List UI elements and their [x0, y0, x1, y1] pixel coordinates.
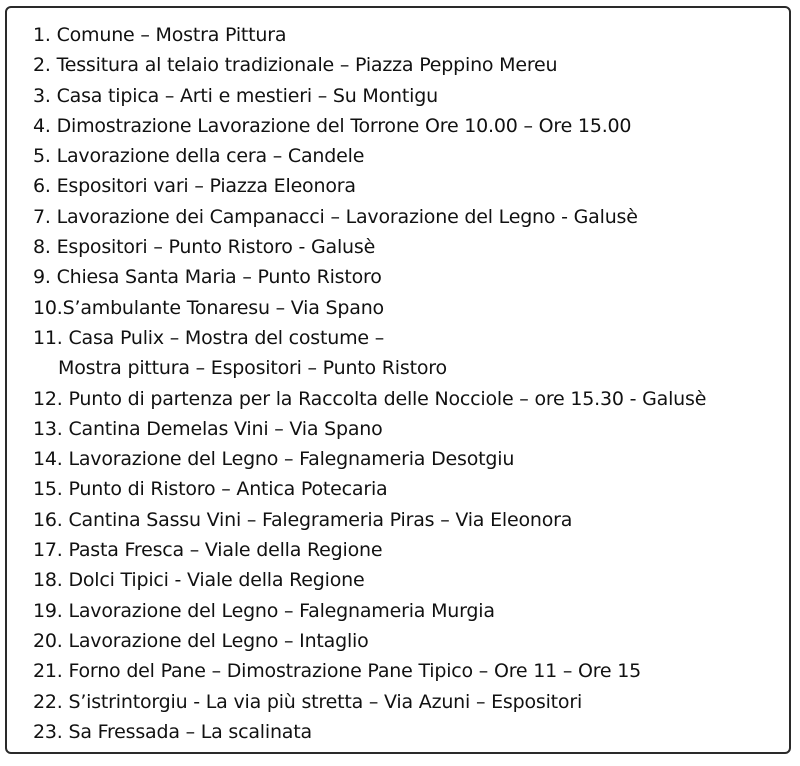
- event-list: [33, 20, 706, 747]
- list-item: 1. Comune – Mostra Pittura: [33, 24, 287, 46]
- list-frame: [5, 6, 791, 754]
- list-item-continuation: Mostra pittura – Espositori – Punto Ristoro: [58, 357, 447, 380]
- list-item: 2. Tessitura al telaio tradizionale – Piazza Peppino Mereu: [33, 54, 558, 77]
- list-item: 14. Lavorazione del Legno – Falegnameria Desotgiu: [33, 448, 515, 471]
- list-item: 3. Casa tipica – Arti e mestieri – Su Montigu: [33, 84, 438, 107]
- list-item: 21. Forno del Pane – Dimostrazione Pane Tipico – Ore 11 – Ore 15: [33, 660, 642, 683]
- list-item: 18. Dolci Tipici - Viale della Regione: [33, 569, 365, 592]
- list-item: 6. Espositori vari – Piazza Eleonora: [33, 175, 356, 198]
- list-item: 5. Lavorazione della cera – Candele: [33, 145, 365, 168]
- list-item: 16. Cantina Sassu Vini – Falegrameria Piras – Via Eleonora: [33, 508, 573, 531]
- list-item: 11. Casa Pulix – Mostra del costume –: [33, 326, 385, 349]
- list-item: 17. Pasta Fresca – Viale della Regione: [33, 539, 383, 562]
- list-item: 9. Chiesa Santa Maria – Punto Ristoro: [33, 266, 382, 289]
- list-item: 15. Punto di Ristoro – Antica Potecaria: [33, 478, 388, 501]
- list-item: 7. Lavorazione dei Campanacci – Lavorazione del Legno - Galusè: [33, 205, 638, 228]
- list-item: 19. Lavorazione del Legno – Falegnameria Murgia: [33, 599, 495, 622]
- list-item: 4. Dimostrazione Lavorazione del Torrone Ore 10.00 – Ore 15.00: [33, 114, 632, 137]
- list-item: 22. S’istrintorgiu - La via più stretta – Via Azuni – Espositori: [33, 690, 583, 713]
- list-item: 8. Espositori – Punto Ristoro - Galusè: [33, 236, 376, 259]
- list-item: 23. Sa Fressada – La scalinata: [33, 720, 312, 743]
- list-item: 10.S’ambulante Tonaresu – Via Spano: [33, 296, 384, 319]
- list-item: 13. Cantina Demelas Vini – Via Spano: [33, 417, 383, 440]
- list-item: 12. Punto di partenza per la Raccolta delle Nocciole – ore 15.30 - Galusè: [33, 387, 707, 410]
- list-item: 20. Lavorazione del Legno – Intaglio: [33, 629, 369, 652]
